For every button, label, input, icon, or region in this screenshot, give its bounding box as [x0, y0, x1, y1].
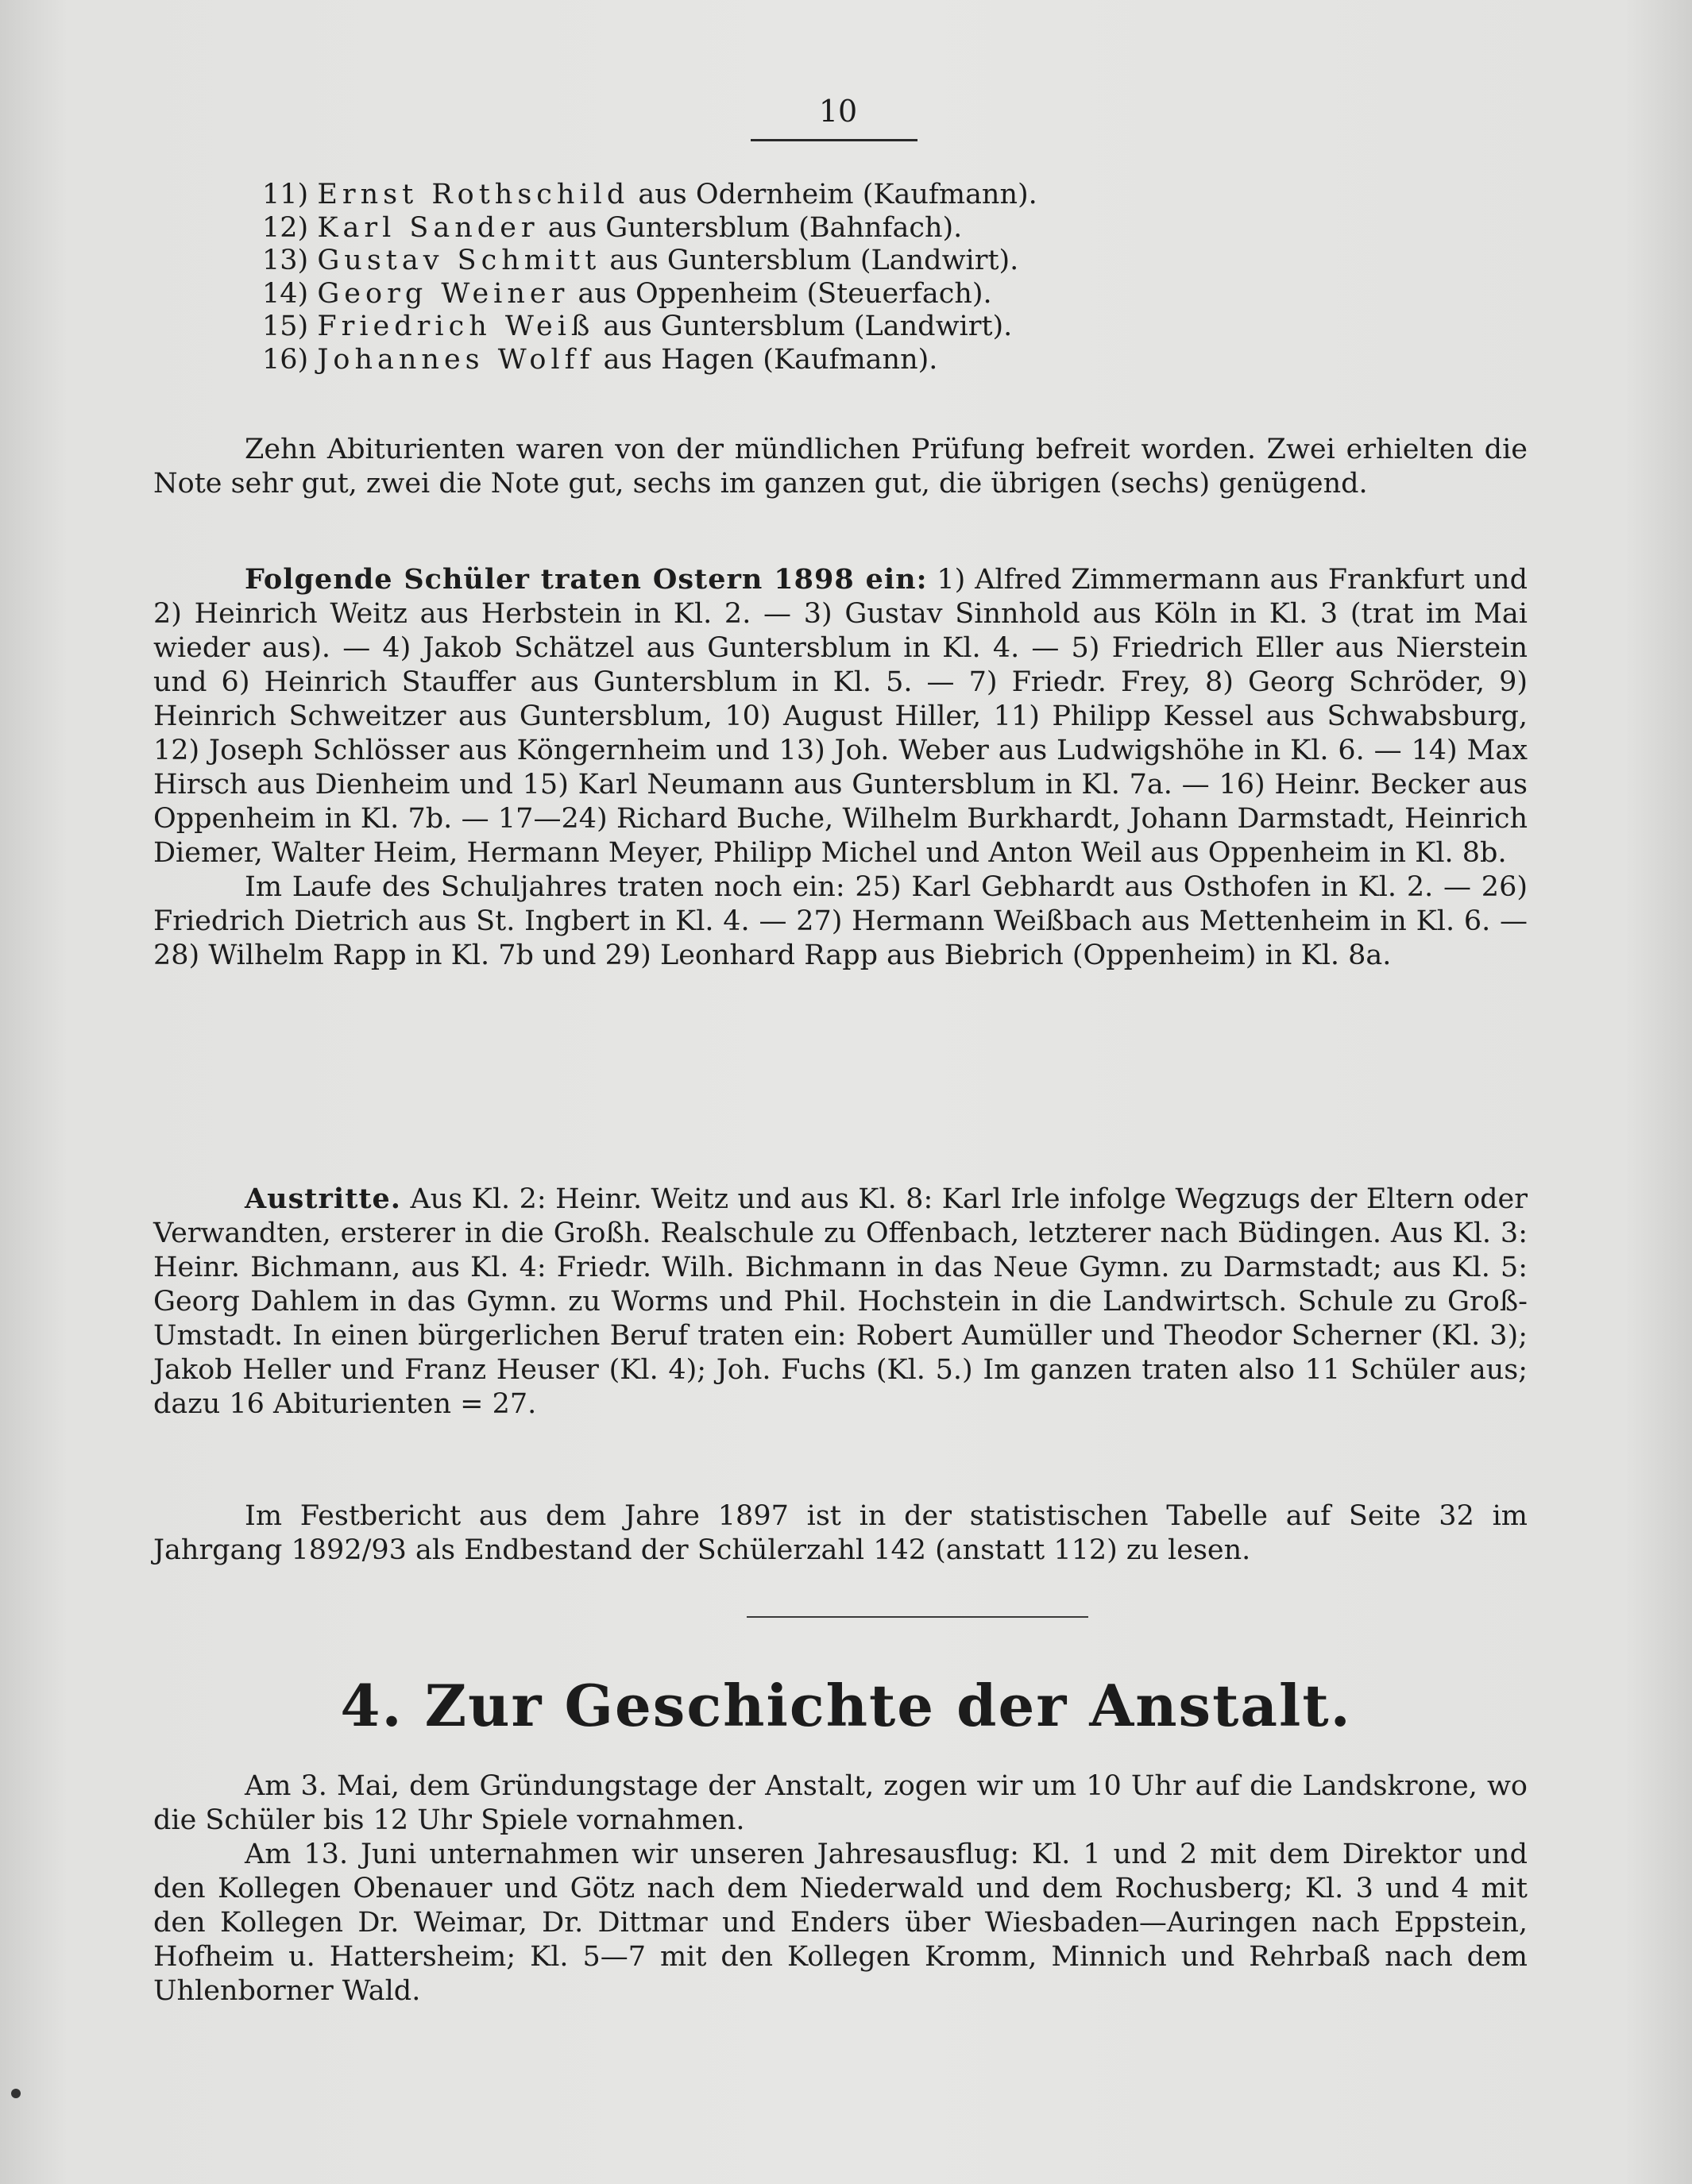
history-paragraph: Am 3. Mai, dem Gründungstage der Anstalt, zogen wir um 10 Uhr auf die Landskrone, wo die Schüler bis 12 Uhr Spiele vornahmen.	[153, 1770, 1528, 1836]
admissions-paragraph: Folgende Schüler traten Ostern 1898 ein: 1) Alfred Zimmermann aus Frankfurt und 2) Heinrich Weitz aus Herbstein in Kl. 2. — 3) Gustav Sinnhold aus Köln in Kl. 3 (trat im Mai wieder aus). — 4) Jakob Schätzel aus Guntersblum in Kl. 4. — 5) Friedrich Eller aus Nierstein und 6) Heinrich Stauffer aus Guntersblum in Kl. 5. — 7) Friedr. Frey, 8) Georg Schröder, 9) Heinrich Schweitzer aus Guntersblum, 10) August Hiller, 11) Philipp Kessel aus Schwabsburg, 12) Joseph Schlösser aus Köngernheim und 13) Joh. Weber aus Ludwigshöhe in Kl. 6. — 14) Max Hirsch aus Dienheim und 15) Karl Neumann aus Guntersblum in Kl. 7a. — 16) Heinr. Becker aus Oppenheim in Kl. 7b. — 17—24) Richard Buche, Wilhelm Burkhardt, Johann Darmstadt, Heinrich Diemer, Walter Heim, Hermann Meyer, Philipp Michel und Anton Weil aus Oppenheim in Kl. 8b.	[153, 563, 1528, 869]
list-item: 11) Ernst Rothschild aus Odernheim (Kaufmann).	[262, 179, 1037, 210]
list-item: 12) Karl Sander aus Guntersblum (Bahnfach).	[262, 211, 963, 244]
list-item: 14) Georg Weiner aus Oppenheim (Steuerfach).	[262, 277, 992, 310]
graduates-list	[262, 179, 1414, 376]
departures-section: Austritte. Aus Kl. 2: Heinr. Weitz und aus Kl. 8: Karl Irle infolge Wegzugs der Eltern oder Verwandten, ersterer in die Großh. Realschule zu Offenbach, letzterer nach Büdingen. Aus Kl. 3: Heinr. Bichmann, aus Kl. 4: Friedr. Wilh. Bichmann in das Neue Gymn. zu Darmstadt; aus Kl. 5: Georg Dahlem in das Gymn. zu Worms und Phil. Hochstein in die Landwirtsch. Schule zu Groß-Umstadt. In einen bürgerlichen Beruf traten ein: Robert Aumüller und Theodor Scherner (Kl. 3); Jakob Heller und Franz Heuser (Kl. 4); Joh. Fuchs (Kl. 5.) Im ganzen traten also 11 Schüler aus; dazu 16 Abiturienten = 27.	[153, 1183, 1528, 1420]
section-divider	[747, 1616, 1088, 1618]
list-item: 16) Johannes Wolff aus Hagen (Kaufmann).	[262, 343, 938, 376]
history-paragraph: Am 13. Juni unternahmen wir unseren Jahresausflug: Kl. 1 und 2 mit dem Direktor und den Kollegen Obenauer und Götz nach dem Niederwald und dem Rochusberg; Kl. 3 und 4 mit den Kollegen Dr. Weimar, Dr. Dittmar und Enders über Wiesbaden—Auringen nach Eppstein, Hofheim u. Hattersheim; Kl. 5—7 mit den Kollegen Kromm, Minnich und Rehrbaß nach dem Uhlenborner Wald.	[153, 1839, 1528, 2007]
section-heading: 4. Zur Geschichte der Anstalt.	[340, 1672, 1352, 1739]
exam-results-paragraph: Zehn Abiturienten waren von der mündlichen Prüfung befreit worden. Zwei erhielten die Note sehr gut, zwei die Note gut, sechs im ganzen gut, die übrigen (sechs) genügend.	[153, 434, 1528, 500]
list-item: 15) Friedrich Weiß aus Guntersblum (Landwirt).	[262, 311, 1013, 342]
page-number: 10	[818, 94, 858, 129]
list-item: 13) Gustav Schmitt aus Guntersblum (Landwirt).	[262, 245, 1019, 276]
header-rule	[751, 139, 917, 141]
history-section	[153, 1769, 1528, 2008]
admissions-during-year-paragraph: Im Laufe des Schuljahres traten noch ein: 25) Karl Gebhardt aus Osthofen in Kl. 2. — 26) Friedrich Dietrich aus St. Ingbert in Kl. 4. — 27) Hermann Weißbach aus Mettenheim in Kl. 6. — 28) Wilhelm Rapp in Kl. 7b und 29) Leonhard Rapp aus Biebrich (Oppenheim) in Kl. 8a.	[153, 871, 1528, 971]
scan-speck	[11, 2089, 21, 2098]
admissions-section	[153, 562, 1528, 973]
correction-paragraph: Im Festbericht aus dem Jahre 1897 ist in der statistischen Tabelle auf Seite 32 im Jahrgang 1892/93 als Endbestand der Schülerzahl 142 (anstatt 112) zu lesen.	[153, 1500, 1528, 1566]
